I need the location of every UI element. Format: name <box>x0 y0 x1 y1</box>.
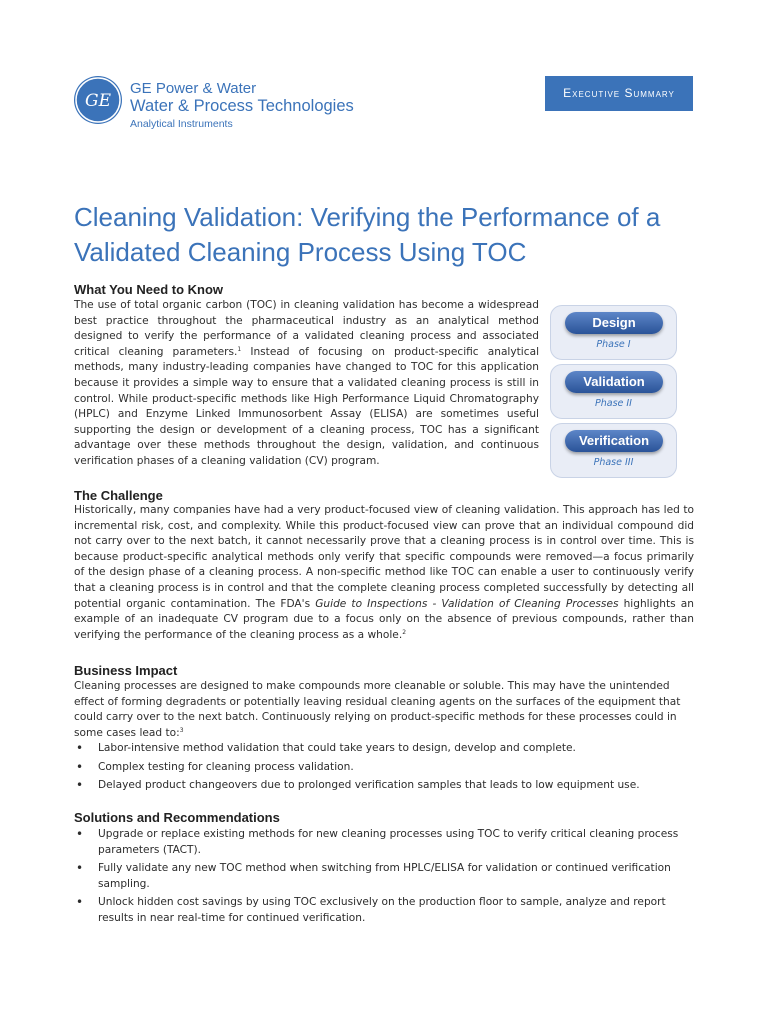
phase-label-3: Phase III <box>593 457 634 468</box>
phase-pill-verification: Verification <box>565 430 663 452</box>
footnote-ref-2: 2 <box>402 628 407 636</box>
list-item: • Complex testing for cleaning process validation. <box>74 760 694 776</box>
solutions-bullet-list <box>74 827 694 930</box>
company-name-block <box>130 80 354 132</box>
footnote-ref-1: 1 <box>237 345 242 353</box>
list-item: • Delayed product changeovers due to prolonged verification samples that leads to low equipment use. <box>74 778 694 794</box>
section-heading-solutions: Solutions and Recommendations <box>74 810 280 825</box>
company-line-3: Analytical Instruments <box>130 118 233 130</box>
know-paragraph: The use of total organic carbon (TOC) in cleaning validation has become a widespread best practice throughout the pharmaceutical industry as an analytical method designed to verify the performance of a validated cleaning process and associated critical cleaning parameters.$^1$ Instead of focusing on product-specific analytical methods, many industry-leading companies have changed to TOC for this application because it provides a simple way to ensure that a validated cleaning process is still in control. While product-specific methods like High Performance Liquid Chromatography (HPLC) and Enzyme Linked Immunosorbent Assay (ELISA) are sometimes useful supporting the design or development of a cleaning process, TOC has a significant advantage over these methods throughout the design, validation, and continuous verification phases of a cleaning validation (CV) program. <box>74 299 540 467</box>
phase-label-1: Phase I <box>596 339 631 350</box>
executive-summary-badge: Executive Summary <box>545 76 693 111</box>
challenge-paragraph: Historically, many companies have had a very product-focused view of cleaning validation. This approach has led to incremental risk, cost, and complexity. While this product-focused view can prove that an individual compound did not carry over to the next batch, it cannot necessarily prove that a cleaning process is in control over time. This is because product-specific analytical methods only verify that specific compounds were removed—a focus primarily of the design phase of a cleaning process. A non-specific method like TOC can enable a user to continuously verify that a cleaning process is in control and that the complete cleaning process completed successfully by detecting all potential organic contamination. The FDA's Guide to Inspections - Validation of Cleaning Processes highlights an example of an inadequate CV program due to a focus only on the absence of previous compounds, rather than verifying the performance of the cleaning process as a whole.$^2$ <box>74 504 694 641</box>
phase-label-2: Phase II <box>595 398 632 409</box>
phase-box-verification <box>550 423 677 478</box>
document-title: Cleaning Validation: Verifying the Performance of a Validated Cleaning Process Using TOC <box>74 202 661 267</box>
section-heading-challenge: The Challenge <box>74 488 163 503</box>
logo-text: GE <box>85 91 111 111</box>
company-line-2: Water & Process Technologies <box>130 97 354 115</box>
list-item: • Upgrade or replace existing methods for new cleaning processes using TOC to verify critical cleaning process parameters (TACT). <box>74 827 694 858</box>
phase-box-validation <box>550 364 677 419</box>
list-item: • Unlock hidden cost savings by using TOC exclusively on the production floor to sample, analyze and report results in near real-time for continued verification. <box>74 895 694 926</box>
list-item: • Labor-intensive method validation that could take years to design, develop and complete. <box>74 741 694 757</box>
phase-pill-validation: Validation <box>565 371 663 393</box>
section-heading-know: What You Need to Know <box>74 282 224 297</box>
phase-box-design <box>550 305 677 360</box>
footnote-ref-3: 3 <box>179 726 184 734</box>
ge-logo <box>74 76 122 124</box>
company-line-1: GE Power & Water <box>130 80 257 97</box>
fda-guide-title: Guide to Inspections - Validation of Cleaning Processes <box>315 597 619 610</box>
impact-paragraph: Cleaning processes are designed to make compounds more cleanable or soluble. This may have the unintended effect of forming degradents or potentially leaving residual cleaning agents on the surfaces of the equipment that could carry over to the next batch. Continuously relying on product-specific methods for these processes could in some cases lead to:$^3$ <box>74 680 681 739</box>
list-item: • Fully validate any new TOC method when switching from HPLC/ELISA for validation or continued verification sampling. <box>74 861 694 892</box>
section-heading-impact: Business Impact <box>74 663 178 678</box>
impact-bullet-list <box>74 741 694 797</box>
phase-pill-design: Design <box>565 312 663 334</box>
